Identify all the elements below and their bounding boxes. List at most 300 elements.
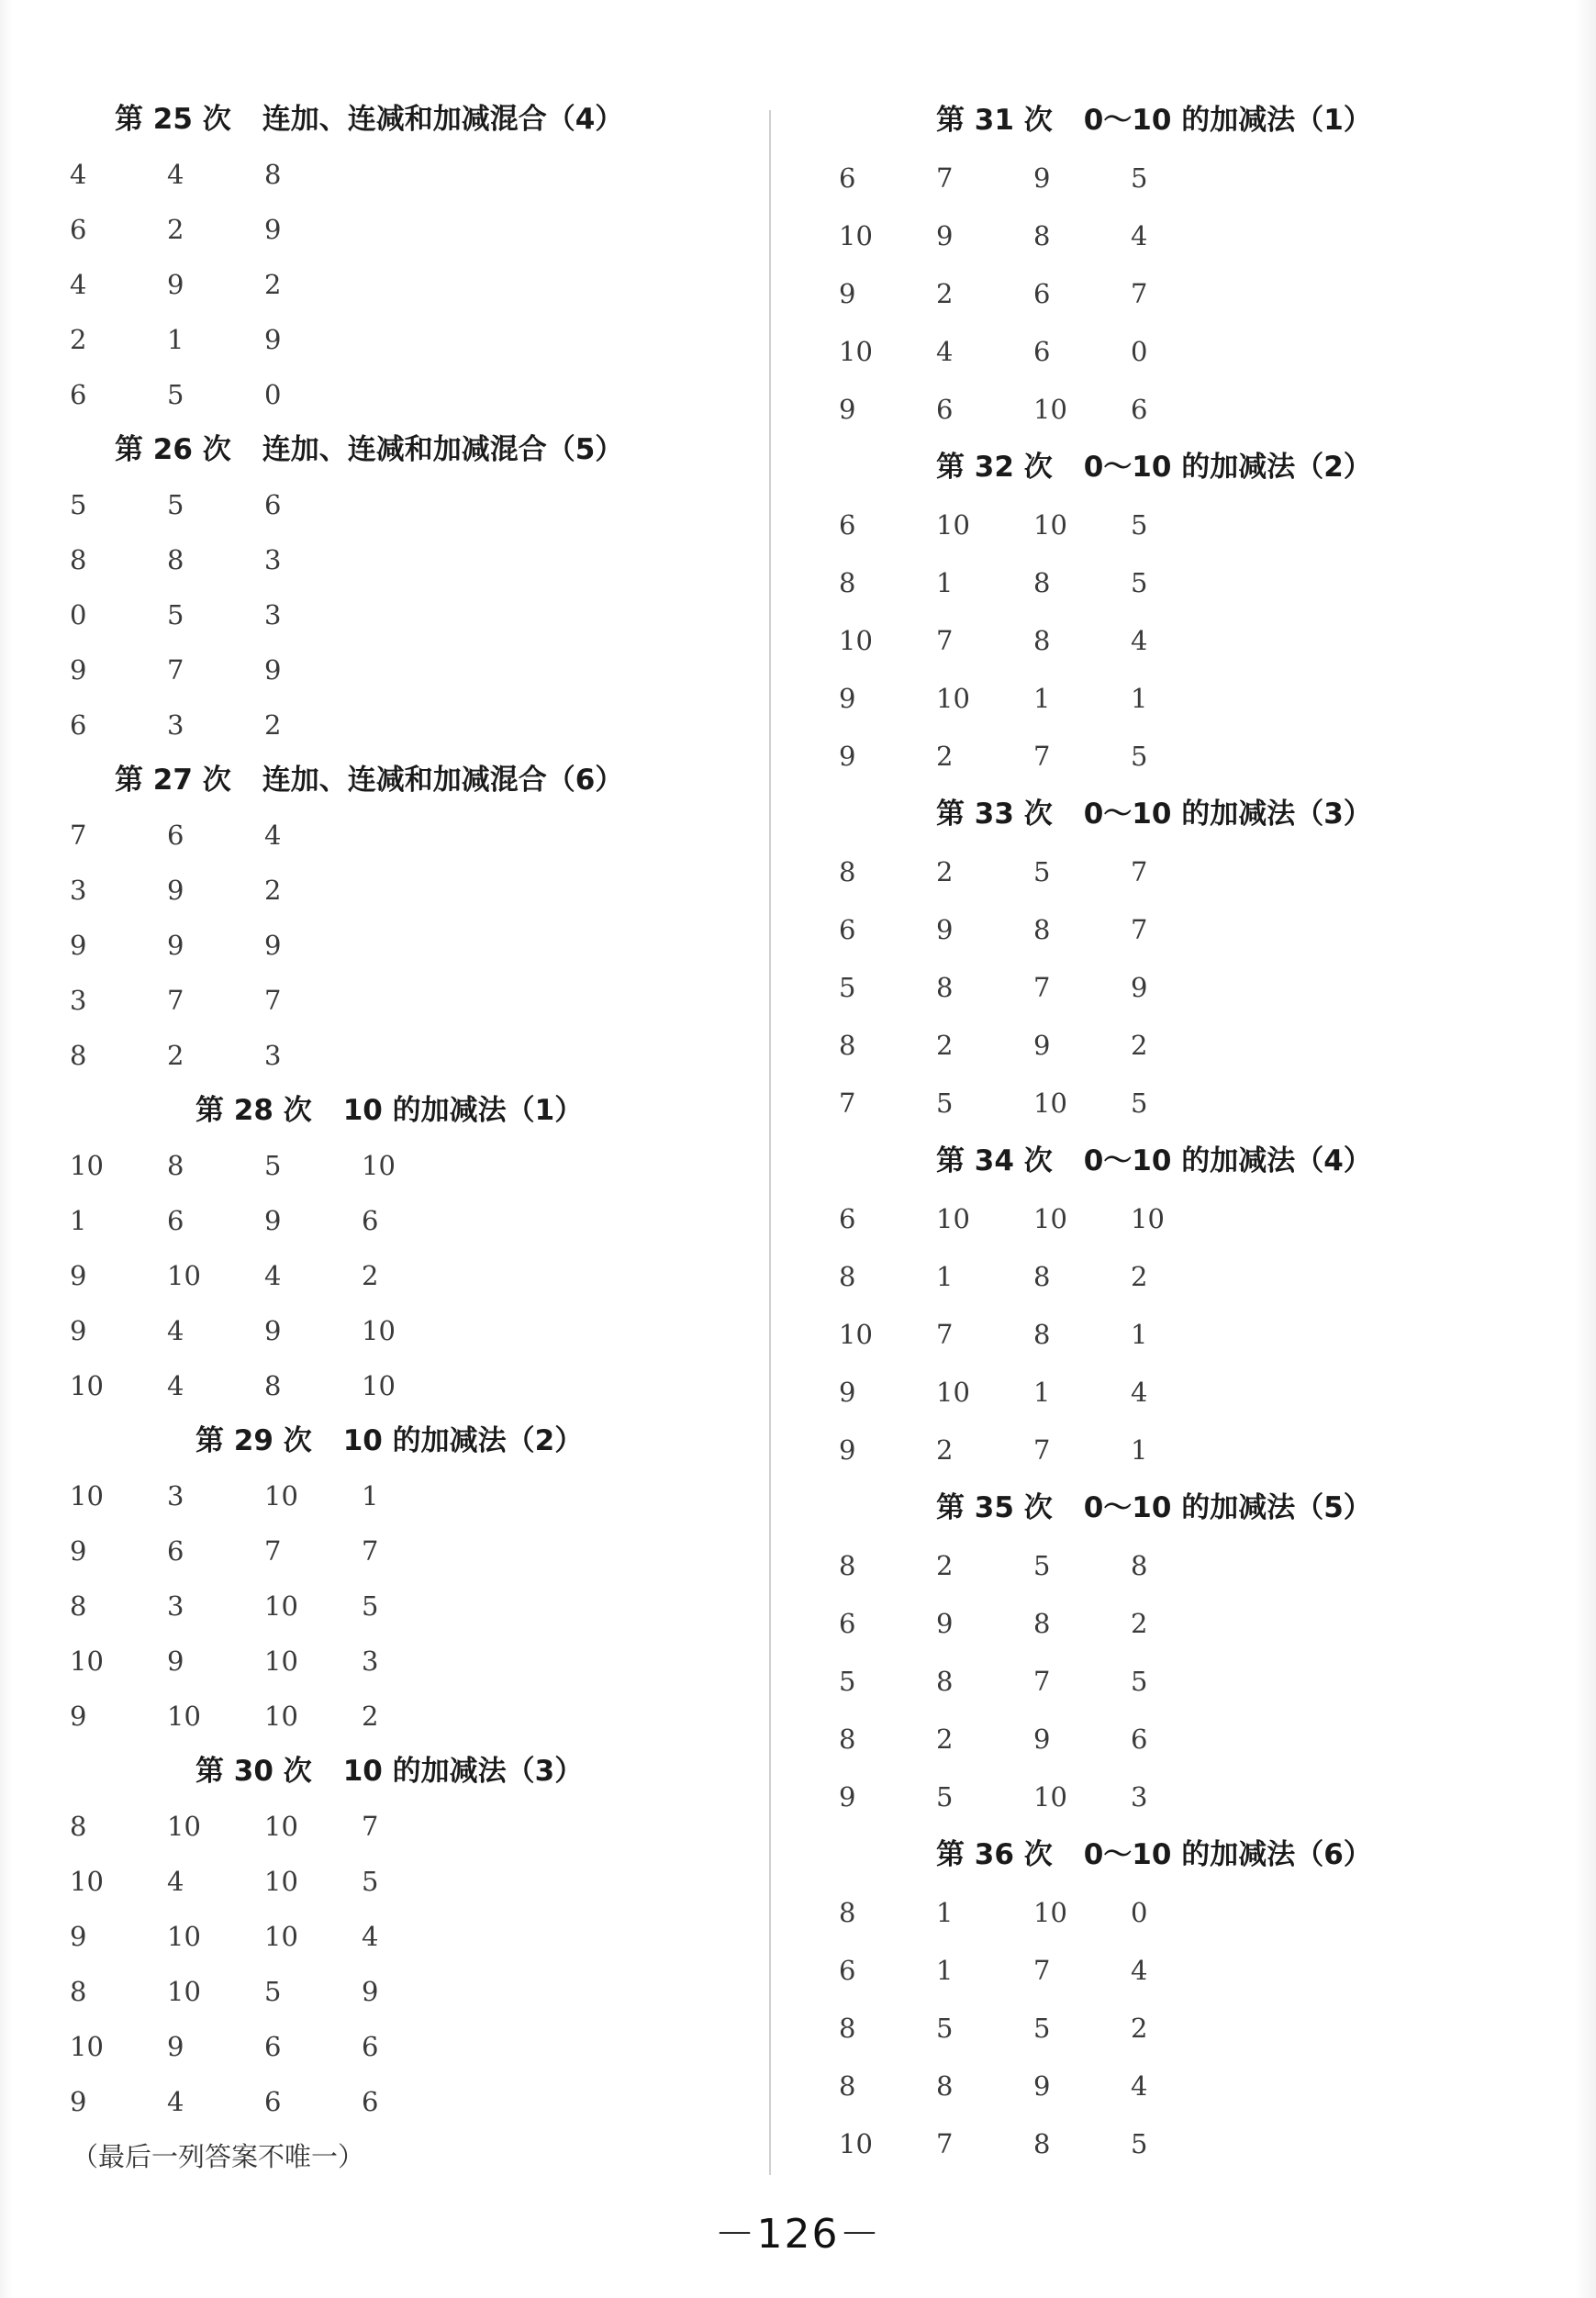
- answer-value: 9: [264, 324, 282, 355]
- answer-value: 9: [70, 654, 87, 686]
- answer-value: 8: [1033, 914, 1051, 945]
- section-heading: 连加、连减和加减混合（5）: [262, 433, 624, 466]
- answer-value: 8: [839, 1261, 856, 1292]
- answer-value: 10: [839, 625, 873, 656]
- answer-value: 5: [362, 1866, 379, 1897]
- answer-row: [0, 1303, 771, 1358]
- answer-value: 9: [264, 1315, 282, 1346]
- answer-row: [0, 587, 771, 642]
- answer-value: 5: [1033, 856, 1051, 887]
- answer-value: 9: [264, 930, 282, 961]
- answer-value: 8: [70, 1811, 87, 1842]
- section-36: [771, 1826, 1596, 2173]
- answer-value: 7: [1033, 972, 1051, 1003]
- answer-value: 8: [264, 1370, 282, 1401]
- answer-value: 9: [1033, 1030, 1051, 1061]
- answer-value: 4: [936, 336, 954, 367]
- section-heading: 0～10 的加减法（3）: [1083, 798, 1372, 831]
- answer-value: 2: [264, 875, 282, 906]
- answer-value: 8: [1033, 1261, 1051, 1292]
- answer-value: 9: [936, 220, 954, 251]
- answer-value: 3: [1131, 1781, 1148, 1813]
- answer-value: 5: [839, 1666, 856, 1697]
- answer-value: 1: [1033, 1377, 1051, 1408]
- section-number: 第 28 次: [195, 1094, 312, 1127]
- answer-value: 8: [1033, 1608, 1051, 1639]
- section-title: [771, 1132, 1596, 1190]
- answer-value: 9: [839, 278, 856, 309]
- answer-value: 2: [1131, 2013, 1148, 2044]
- section-number: 第 35 次: [936, 1491, 1053, 1524]
- page-number: －126－: [714, 2211, 882, 2258]
- answer-value: 5: [1033, 1550, 1051, 1581]
- answer-value: 3: [362, 1645, 379, 1677]
- answer-value: 4: [70, 269, 87, 300]
- answer-value: 6: [70, 709, 87, 741]
- answer-value: 8: [1033, 625, 1051, 656]
- answer-value: 2: [264, 709, 282, 741]
- answer-value: 7: [362, 1535, 379, 1567]
- answer-row: [771, 728, 1596, 786]
- answer-value: 10: [1033, 1897, 1067, 1928]
- answer-row: [771, 1017, 1596, 1075]
- answer-row: [0, 1193, 771, 1248]
- answer-value: 6: [839, 509, 856, 541]
- section-34: [771, 1132, 1596, 1479]
- section-number: 第 31 次: [936, 104, 1053, 137]
- answer-value: 10: [167, 1701, 201, 1732]
- answer-value: 9: [839, 1434, 856, 1466]
- answer-value: 3: [70, 985, 87, 1016]
- answer-value: 9: [839, 683, 856, 714]
- answer-value: 4: [167, 1315, 184, 1346]
- answer-value: 8: [839, 1550, 856, 1581]
- answer-value: 9: [1033, 2070, 1051, 2102]
- answer-row: [0, 642, 771, 697]
- answer-value: 10: [362, 1150, 396, 1181]
- section-31: [771, 92, 1596, 439]
- answer-value: 10: [936, 1377, 970, 1408]
- answer-row: [0, 973, 771, 1028]
- answer-row: [771, 323, 1596, 381]
- answer-value: 10: [839, 1319, 873, 1350]
- answer-value: 10: [936, 683, 970, 714]
- answer-value: 8: [1033, 1319, 1051, 1350]
- answer-value: 5: [167, 599, 184, 630]
- answer-value: 5: [839, 972, 856, 1003]
- answer-row: [771, 554, 1596, 612]
- section-35: [771, 1479, 1596, 1826]
- answer-value: 9: [1131, 972, 1148, 1003]
- answer-row: [0, 257, 771, 312]
- section-heading: 0～10 的加减法（5）: [1083, 1491, 1372, 1524]
- answer-value: 8: [839, 1897, 856, 1928]
- answer-value: 8: [936, 972, 954, 1003]
- answer-value: 6: [839, 1955, 856, 1986]
- answer-value: 7: [839, 1088, 856, 1119]
- answer-value: 8: [70, 1976, 87, 2007]
- answer-value: 8: [839, 856, 856, 887]
- answer-row: [771, 381, 1596, 439]
- answer-value: 9: [1033, 1724, 1051, 1755]
- answer-value: 7: [1131, 856, 1148, 887]
- answer-value: 6: [264, 2031, 282, 2062]
- answer-value: 5: [936, 2013, 954, 2044]
- answer-value: 9: [362, 1976, 379, 2007]
- answer-value: 5: [1131, 2128, 1148, 2159]
- section-title: [0, 422, 771, 477]
- answer-value: 8: [70, 1590, 87, 1622]
- answer-value: 10: [936, 1203, 970, 1234]
- section-heading: 0～10 的加减法（1）: [1083, 104, 1372, 137]
- section-title: [771, 92, 1596, 150]
- answer-value: 1: [167, 324, 184, 355]
- answer-value: 4: [1131, 2070, 1148, 2102]
- answer-value: 4: [264, 820, 282, 851]
- answer-value: 9: [839, 1377, 856, 1408]
- answer-value: 1: [1131, 1434, 1148, 1466]
- answer-value: 8: [167, 1150, 184, 1181]
- answer-row: [0, 1634, 771, 1689]
- answer-value: 2: [936, 1030, 954, 1061]
- answer-value: 9: [1033, 162, 1051, 194]
- answer-value: 10: [167, 1921, 201, 1952]
- section-heading: 连加、连减和加减混合（4）: [262, 103, 624, 136]
- answer-value: 2: [936, 1550, 954, 1581]
- answer-value: 2: [1131, 1030, 1148, 1061]
- left-column: [0, 92, 771, 2184]
- answer-value: 10: [1033, 1088, 1067, 1119]
- answer-row: [0, 367, 771, 422]
- answer-value: 6: [936, 394, 954, 425]
- section-30: [0, 1744, 771, 2129]
- answer-row: [0, 697, 771, 753]
- answer-value: 10: [839, 336, 873, 367]
- section-heading: 10 的加减法（1）: [342, 1094, 584, 1127]
- section-27: [0, 753, 771, 1083]
- answer-value: 2: [362, 1701, 379, 1732]
- answer-value: 2: [362, 1260, 379, 1291]
- section-heading: 连加、连减和加减混合（6）: [262, 764, 624, 797]
- answer-value: 7: [1131, 914, 1148, 945]
- section-28: [0, 1083, 771, 1413]
- answer-value: 6: [839, 914, 856, 945]
- answer-value: 10: [70, 1370, 104, 1401]
- answer-value: 10: [264, 1701, 298, 1732]
- answer-row: [771, 1537, 1596, 1595]
- section-number: 第 26 次: [115, 433, 231, 466]
- answer-row: [771, 1768, 1596, 1826]
- answer-row: [771, 1075, 1596, 1132]
- answer-value: 1: [936, 1897, 954, 1928]
- answer-value: 9: [839, 1781, 856, 1813]
- answer-value: 8: [1033, 220, 1051, 251]
- answer-value: 2: [936, 278, 954, 309]
- answer-row: [0, 1138, 771, 1193]
- answer-row: [771, 843, 1596, 901]
- answer-value: 9: [70, 1535, 87, 1567]
- answer-value: 0: [70, 599, 87, 630]
- answer-value: 1: [362, 1480, 379, 1512]
- answer-value: 2: [936, 1434, 954, 1466]
- answer-value: 7: [936, 162, 954, 194]
- section-heading: 10 的加减法（2）: [342, 1424, 584, 1457]
- answer-value: 6: [70, 379, 87, 410]
- section-number: 第 32 次: [936, 451, 1053, 484]
- answer-value: 5: [936, 1781, 954, 1813]
- answer-row: [771, 150, 1596, 207]
- answer-value: 10: [362, 1370, 396, 1401]
- answer-value: 4: [1131, 1955, 1148, 1986]
- answer-value: 4: [167, 2086, 184, 2117]
- answer-value: 1: [936, 567, 954, 598]
- answer-value: 9: [264, 654, 282, 686]
- answer-value: 4: [1131, 625, 1148, 656]
- answer-value: 5: [1131, 162, 1148, 194]
- answer-value: 1: [936, 1261, 954, 1292]
- answer-row: [771, 2058, 1596, 2115]
- answer-value: 6: [264, 489, 282, 520]
- answer-value: 10: [1033, 1781, 1067, 1813]
- answer-value: 7: [1033, 1434, 1051, 1466]
- answer-value: 10: [264, 1645, 298, 1677]
- answer-row: [771, 265, 1596, 323]
- answer-value: 9: [936, 1608, 954, 1639]
- answer-value: 1: [1033, 683, 1051, 714]
- answer-row: [771, 1248, 1596, 1306]
- answer-value: 6: [362, 1205, 379, 1236]
- answer-row: [0, 863, 771, 918]
- answer-row: [0, 1964, 771, 2019]
- answer-value: 10: [264, 1866, 298, 1897]
- section-title: [771, 439, 1596, 496]
- footnote: （最后一列答案不唯一）: [72, 2141, 365, 2172]
- section-title: [771, 1479, 1596, 1537]
- answer-value: 2: [264, 269, 282, 300]
- answer-value: 4: [167, 159, 184, 190]
- answer-value: 9: [70, 2086, 87, 2117]
- answer-value: 6: [1033, 278, 1051, 309]
- section-heading: 0～10 的加减法（2）: [1083, 451, 1372, 484]
- answer-value: 1: [936, 1955, 954, 1986]
- answer-value: 5: [1131, 509, 1148, 541]
- answer-value: 8: [1033, 567, 1051, 598]
- right-column: [771, 92, 1596, 2173]
- section-heading: 0～10 的加减法（6）: [1083, 1838, 1372, 1871]
- answer-value: 10: [362, 1315, 396, 1346]
- section-number: 第 36 次: [936, 1838, 1053, 1871]
- section-number: 第 30 次: [195, 1755, 312, 1788]
- section-number: 第 27 次: [115, 764, 231, 797]
- answer-value: 4: [264, 1260, 282, 1291]
- answer-row: [771, 1653, 1596, 1711]
- answer-value: 8: [1033, 2128, 1051, 2159]
- answer-value: 10: [167, 1976, 201, 2007]
- answer-value: 2: [167, 214, 184, 245]
- section-title: [0, 1413, 771, 1468]
- answer-value: 8: [167, 544, 184, 575]
- answer-row: [771, 612, 1596, 670]
- answer-value: 7: [362, 1811, 379, 1842]
- answer-row: [0, 1358, 771, 1413]
- answer-value: 3: [264, 1040, 282, 1071]
- answer-row: [0, 147, 771, 202]
- answer-value: 6: [1131, 1724, 1148, 1755]
- answer-row: [0, 1909, 771, 1964]
- answer-value: 10: [839, 220, 873, 251]
- answer-value: 6: [839, 162, 856, 194]
- answer-value: 6: [1033, 336, 1051, 367]
- answer-value: 8: [839, 1030, 856, 1061]
- answer-value: 6: [70, 214, 87, 245]
- answer-value: 6: [264, 2086, 282, 2117]
- answer-value: 10: [264, 1480, 298, 1512]
- answer-value: 10: [264, 1811, 298, 1842]
- answer-value: 5: [936, 1088, 954, 1119]
- answer-value: 8: [70, 1040, 87, 1071]
- answer-value: 10: [839, 2128, 873, 2159]
- answer-row: [771, 2115, 1596, 2173]
- answer-value: 9: [167, 269, 184, 300]
- answer-value: 2: [1131, 1261, 1148, 1292]
- section-title: [771, 1826, 1596, 1884]
- answer-row: [0, 1028, 771, 1083]
- answer-value: 9: [167, 930, 184, 961]
- answer-value: 9: [70, 930, 87, 961]
- answer-value: 10: [70, 1866, 104, 1897]
- answer-row: [0, 532, 771, 587]
- answer-value: 7: [1033, 1666, 1051, 1697]
- answer-value: 10: [1033, 509, 1067, 541]
- answer-row: [771, 1711, 1596, 1768]
- answer-row: [771, 670, 1596, 728]
- answer-value: 6: [167, 1535, 184, 1567]
- answer-value: 7: [936, 2128, 954, 2159]
- answer-value: 7: [264, 1535, 282, 1567]
- answer-value: 7: [167, 985, 184, 1016]
- section-26: [0, 422, 771, 753]
- answer-value: 5: [1131, 1088, 1148, 1119]
- answer-value: 10: [936, 509, 970, 541]
- answer-value: 9: [167, 875, 184, 906]
- answer-value: 10: [1033, 1203, 1067, 1234]
- section-25: [0, 92, 771, 422]
- section-title: [771, 786, 1596, 843]
- answer-row: [0, 1689, 771, 1744]
- answer-value: 8: [936, 1666, 954, 1697]
- answer-value: 5: [264, 1150, 282, 1181]
- answer-value: 8: [1131, 1550, 1148, 1581]
- answer-row: [0, 312, 771, 367]
- answer-value: 10: [167, 1811, 201, 1842]
- answer-value: 4: [362, 1921, 379, 1952]
- answer-value: 8: [839, 1724, 856, 1755]
- answer-value: 10: [70, 2031, 104, 2062]
- answer-row: [0, 477, 771, 532]
- answer-value: 9: [70, 1701, 87, 1732]
- answer-value: 6: [167, 820, 184, 851]
- answer-value: 7: [1033, 741, 1051, 772]
- answer-row: [0, 1854, 771, 1909]
- answer-value: 3: [264, 599, 282, 630]
- answer-row: [771, 1306, 1596, 1364]
- answer-value: 9: [839, 394, 856, 425]
- answer-row: [771, 1364, 1596, 1422]
- answer-value: 6: [167, 1205, 184, 1236]
- answer-value: 10: [70, 1150, 104, 1181]
- answer-row: [0, 202, 771, 257]
- answer-value: 9: [264, 214, 282, 245]
- answer-value: 8: [839, 567, 856, 598]
- answer-value: 1: [1131, 1319, 1148, 1350]
- answer-value: 10: [1131, 1203, 1165, 1234]
- answer-row: [0, 1578, 771, 1634]
- section-title: [0, 92, 771, 147]
- section-number: 第 25 次: [115, 103, 231, 136]
- answer-value: 7: [167, 654, 184, 686]
- answer-value: 8: [70, 544, 87, 575]
- answer-row: [0, 918, 771, 973]
- answer-row: [771, 1884, 1596, 1942]
- answer-value: 3: [167, 1480, 184, 1512]
- answer-value: 3: [70, 875, 87, 906]
- answer-row: [0, 808, 771, 863]
- answer-value: 9: [70, 1921, 87, 1952]
- answer-value: 6: [362, 2086, 379, 2117]
- answer-value: 3: [167, 1590, 184, 1622]
- answer-row: [771, 496, 1596, 554]
- answer-value: 2: [70, 324, 87, 355]
- answer-value: 2: [936, 1724, 954, 1755]
- section-title: [0, 1744, 771, 1799]
- answer-value: 0: [264, 379, 282, 410]
- section-number: 第 29 次: [195, 1424, 312, 1457]
- answer-value: 5: [167, 489, 184, 520]
- answer-value: 6: [839, 1203, 856, 1234]
- answer-row: [0, 1523, 771, 1578]
- answer-value: 7: [1131, 278, 1148, 309]
- answer-row: [0, 2019, 771, 2074]
- answer-value: 5: [1131, 567, 1148, 598]
- section-number: 第 34 次: [936, 1144, 1053, 1177]
- answer-value: 0: [1131, 1897, 1148, 1928]
- answer-value: 8: [936, 2070, 954, 2102]
- answer-value: 7: [1033, 1955, 1051, 1986]
- answer-value: 2: [167, 1040, 184, 1071]
- answer-value: 9: [839, 741, 856, 772]
- section-33: [771, 786, 1596, 1132]
- answer-value: 5: [70, 489, 87, 520]
- answer-value: 8: [839, 2070, 856, 2102]
- answer-value: 7: [70, 820, 87, 851]
- answer-value: 5: [1131, 1666, 1148, 1697]
- answer-value: 10: [167, 1260, 201, 1291]
- answer-value: 5: [1131, 741, 1148, 772]
- answer-value: 2: [936, 856, 954, 887]
- answer-row: [771, 1190, 1596, 1248]
- section-heading: 0～10 的加减法（4）: [1083, 1144, 1372, 1177]
- answer-row: [771, 2000, 1596, 2058]
- answer-row: [771, 959, 1596, 1017]
- answer-row: [0, 1468, 771, 1523]
- answer-value: 4: [167, 1866, 184, 1897]
- answer-value: 9: [936, 914, 954, 945]
- answer-value: 3: [167, 709, 184, 741]
- answer-row: [771, 1595, 1596, 1653]
- section-29: [0, 1413, 771, 1744]
- answer-value: 4: [1131, 1377, 1148, 1408]
- answer-value: 5: [1033, 2013, 1051, 2044]
